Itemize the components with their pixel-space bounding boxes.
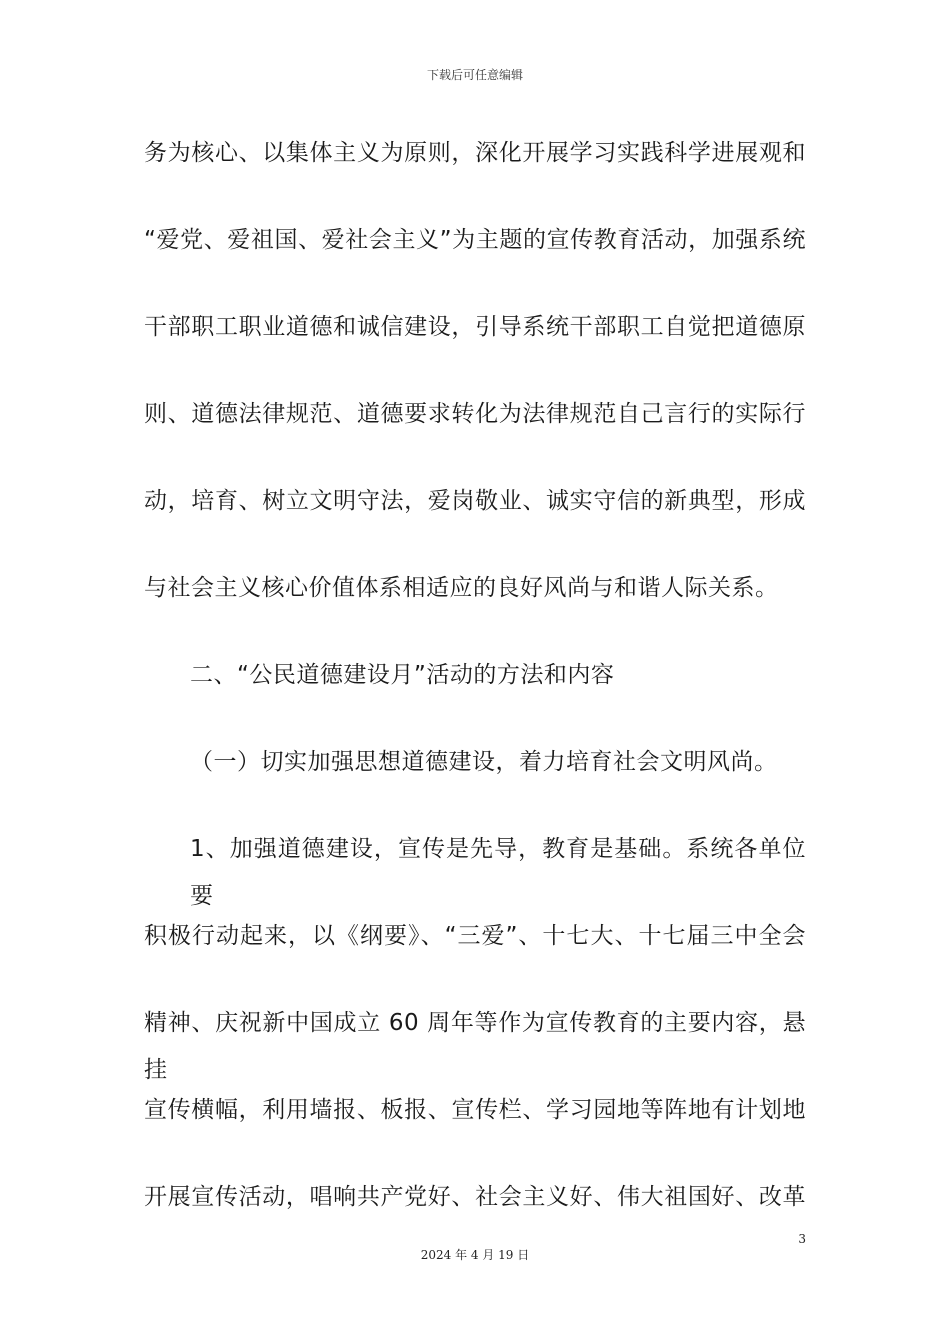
paragraph-line: 干部职工职业道德和诚信建设，引导系统干部职工自觉把道德原 — [144, 314, 806, 340]
subsection-heading: （一）切实加强思想道德建设，着力培育社会文明风尚。 — [190, 749, 778, 775]
paragraph-line: 开展宣传活动，唱响共产党好、社会主义好、伟大祖国好、改革 — [144, 1184, 806, 1210]
paragraph-line: 精神、庆祝新中国成立 60 周年等作为宣传教育的主要内容，悬挂 — [144, 1010, 806, 1083]
paragraph-line: 1、加强道德建设，宣传是先导，教育是基础。系统各单位要 — [190, 836, 806, 909]
paragraph-line: 与社会主义核心价值体系相适应的良好风尚与和谐人际关系。 — [144, 575, 779, 601]
page-header: 下载后可任意编辑 — [426, 68, 523, 82]
footer-date: 2024 年 4 月 19 日 — [420, 1248, 530, 1262]
section-heading: 二、“公民道德建设月”活动的方法和内容 — [190, 662, 615, 688]
paragraph-line: 务为核心、以集体主义为原则，深化开展学习实践科学进展观和 — [144, 140, 806, 166]
paragraph-line: 则、道德法律规范、道德要求转化为法律规范自己言行的实际行 — [144, 401, 806, 427]
paragraph-line: 积极行动起来，以《纲要》、“三爱”、十七大、十七届三中全会 — [144, 923, 806, 949]
paragraph-line: 宣传横幅，利用墙报、板报、宣传栏、学习园地等阵地有计划地 — [144, 1097, 806, 1123]
paragraph-line: “爱党、爱祖国、爱社会主义”为主题的宣传教育活动，加强系统 — [144, 227, 806, 253]
page-number: 3 — [798, 1232, 806, 1246]
paragraph-line: 动，培育、树立文明守法，爱岗敬业、诚实守信的新典型，形成 — [144, 488, 806, 514]
body-text — [144, 130, 806, 1261]
